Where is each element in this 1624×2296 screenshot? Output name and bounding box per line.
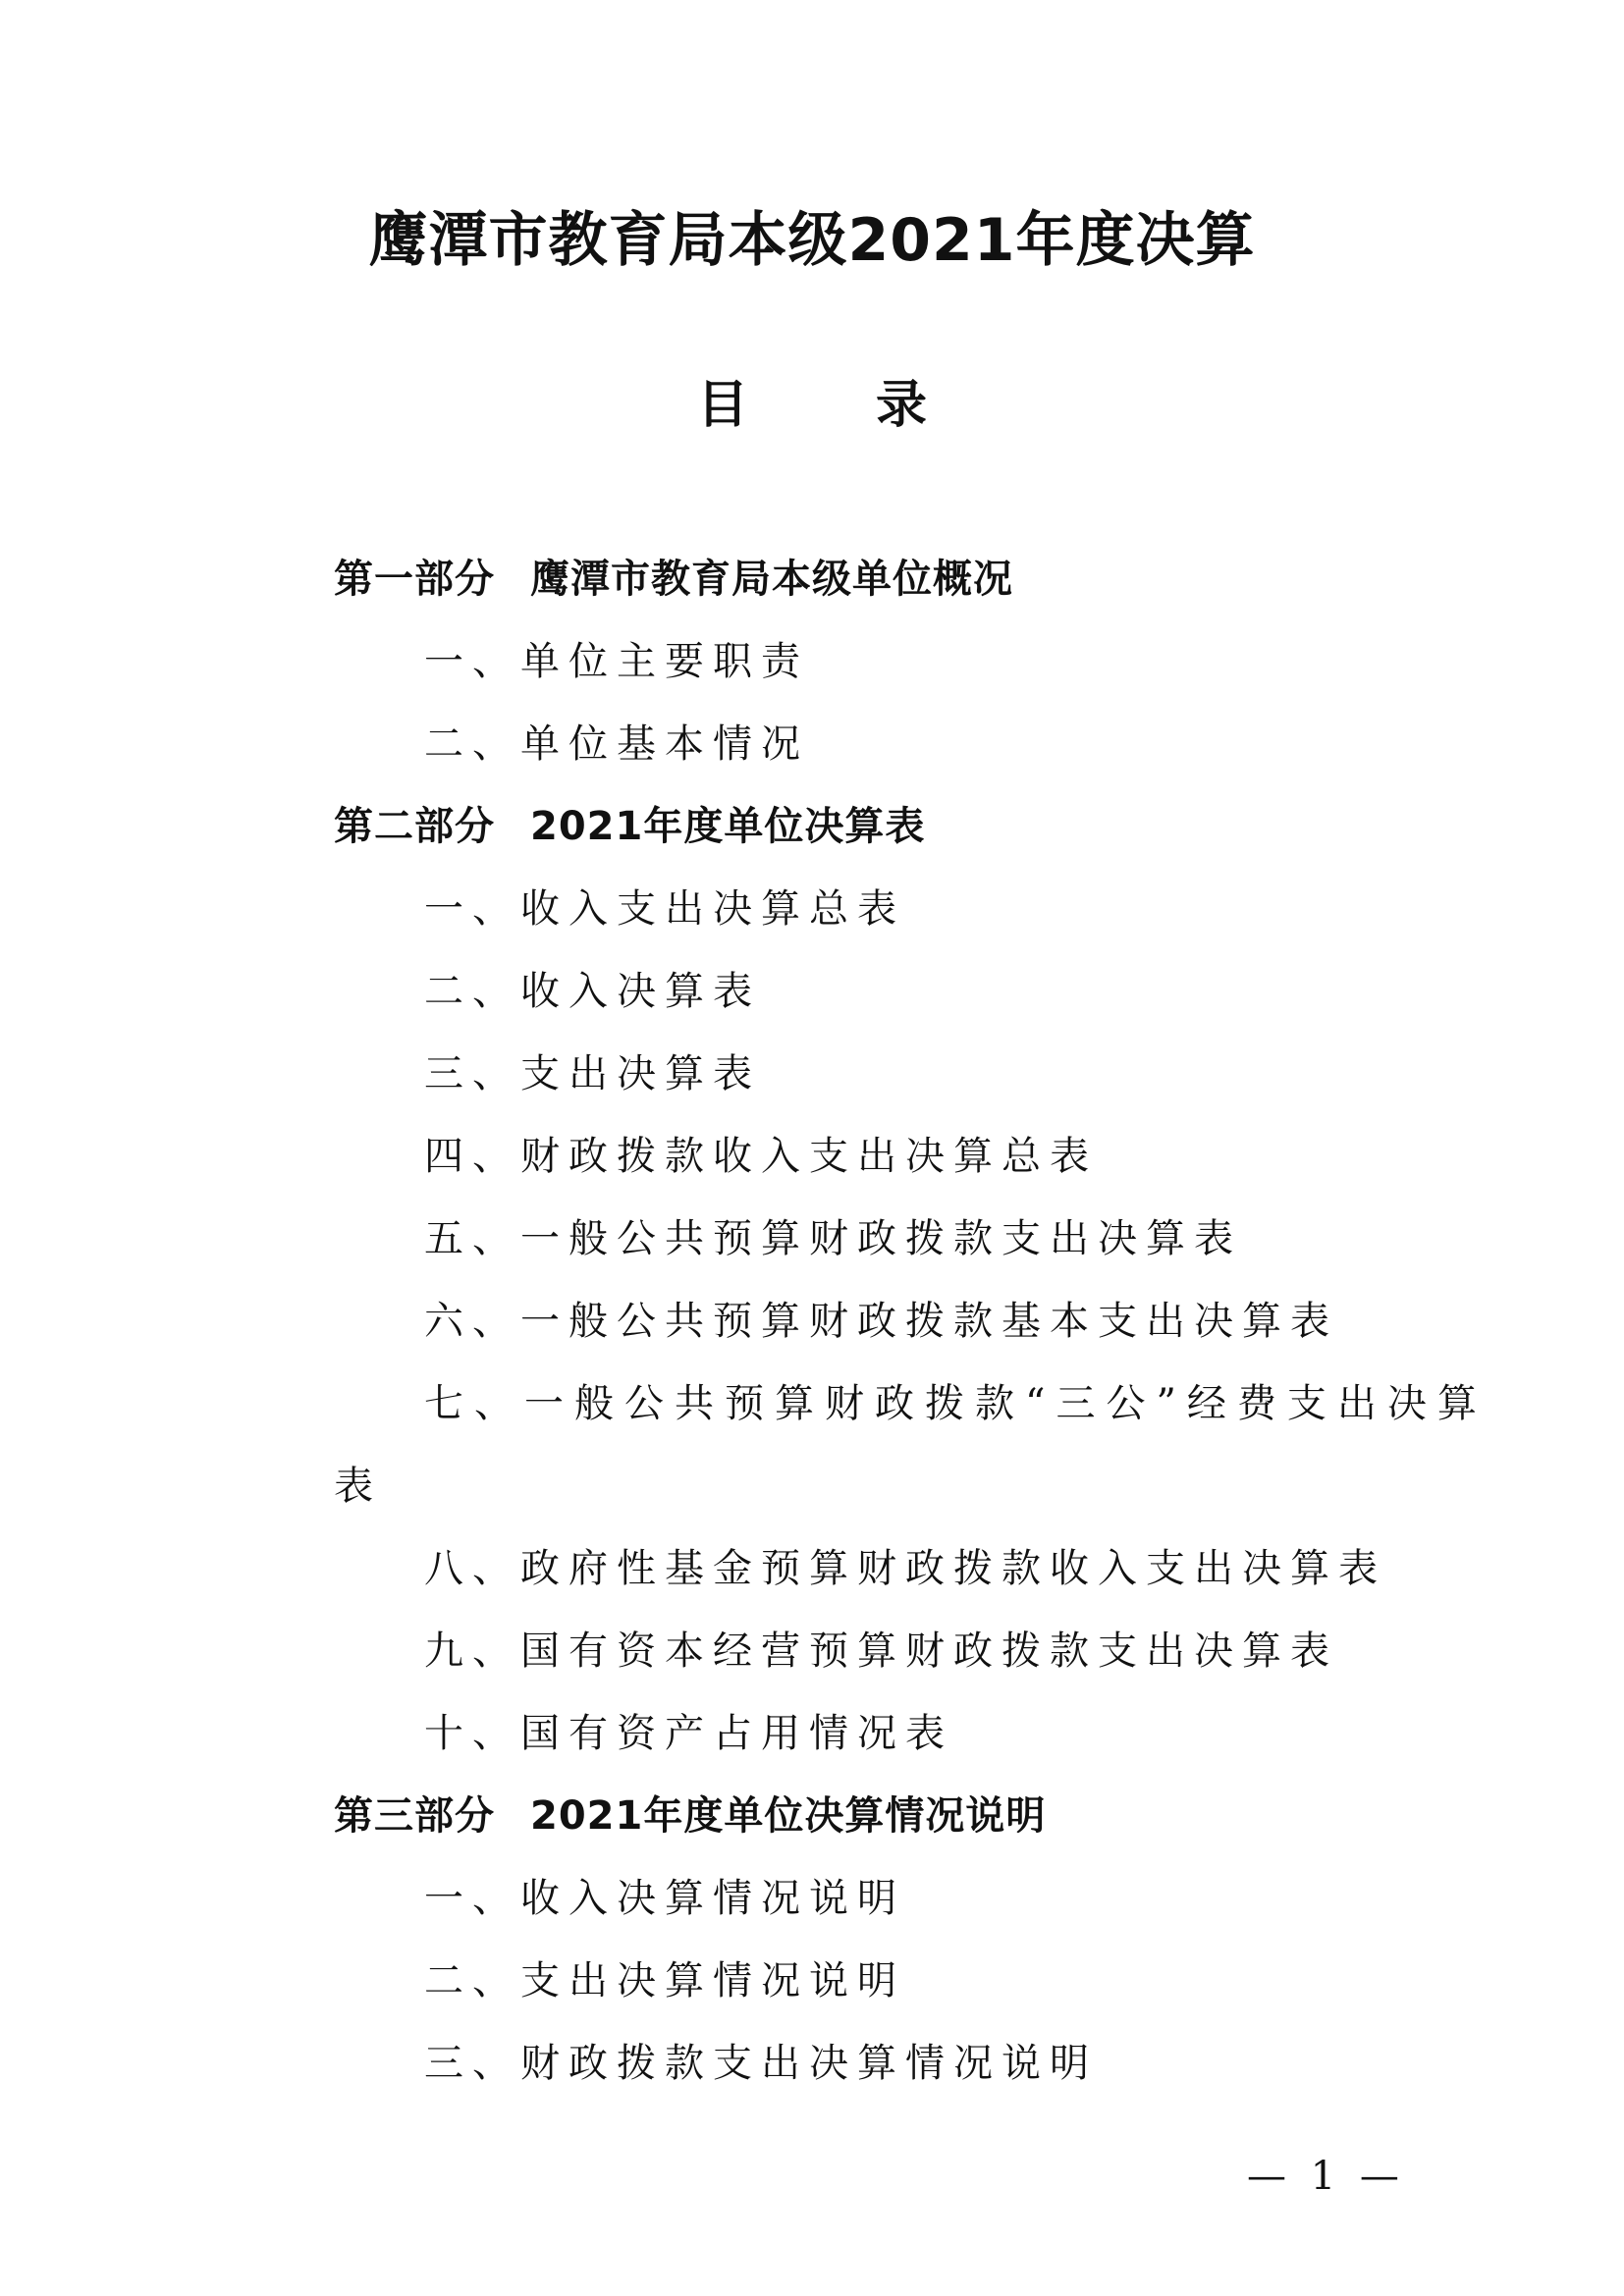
toc-part-2-label: 第二部分: [334, 804, 495, 849]
toc-item[interactable]: 五、一般公共预算财政拨款支出决算表: [424, 1216, 1242, 1261]
toc-item-text-end: 表: [334, 1464, 382, 1509]
toc-part-3[interactable]: [334, 1775, 1394, 1857]
document-title: 鹰潭市教育局本级2021年度决算: [368, 206, 1256, 275]
toc-heading-char-1: 目: [696, 376, 748, 435]
toc-part-1-title: 鹰潭市教育局本级单位概况: [530, 557, 1013, 602]
toc-item-wrapped-end[interactable]: [334, 1445, 1394, 1527]
toc-part-2-title: 2021年度单位决算表: [530, 804, 926, 849]
toc-item-text-start: 七、一般公共预算财政拨款“三公”经费支出决算: [424, 1381, 1488, 1426]
toc-item[interactable]: 十、国有资产占用情况表: [424, 1711, 953, 1756]
toc-item[interactable]: 一、单位主要职责: [424, 639, 809, 684]
toc-part-1-label: 第一部分: [334, 557, 495, 602]
toc-item[interactable]: 一、收入支出决算总表: [424, 886, 905, 932]
toc-item[interactable]: 四、财政拨款收入支出决算总表: [424, 1134, 1098, 1179]
toc-part-3-label: 第三部分: [334, 1793, 495, 1839]
toc-part-3-title: 2021年度单位决算情况说明: [530, 1793, 1047, 1839]
toc-item[interactable]: 一、收入决算情况说明: [424, 1876, 905, 1921]
toc-item[interactable]: 二、支出决算情况说明: [424, 1958, 905, 2003]
toc-part-1[interactable]: [334, 538, 1394, 620]
toc-heading: [0, 371, 1624, 440]
toc-item[interactable]: 八、政府性基金预算财政拨款收入支出决算表: [424, 1546, 1386, 1591]
toc-item[interactable]: 六、一般公共预算财政拨款基本支出决算表: [424, 1299, 1338, 1344]
page-number: — 1 —: [1247, 2154, 1405, 2199]
toc-part-2[interactable]: [334, 785, 1394, 868]
toc-item-wrapped-start[interactable]: [334, 1362, 1488, 1445]
toc-item[interactable]: 九、国有资本经营预算财政拨款支出决算表: [424, 1629, 1338, 1674]
table-of-contents: [334, 538, 1488, 2105]
toc-item[interactable]: 三、财政拨款支出决算情况说明: [424, 2041, 1098, 2086]
toc-item[interactable]: 三、支出决算表: [424, 1051, 761, 1096]
toc-item[interactable]: 二、单位基本情况: [424, 721, 809, 767]
toc-item[interactable]: 二、收入决算表: [424, 969, 761, 1014]
toc-heading-char-2: 录: [876, 376, 928, 435]
